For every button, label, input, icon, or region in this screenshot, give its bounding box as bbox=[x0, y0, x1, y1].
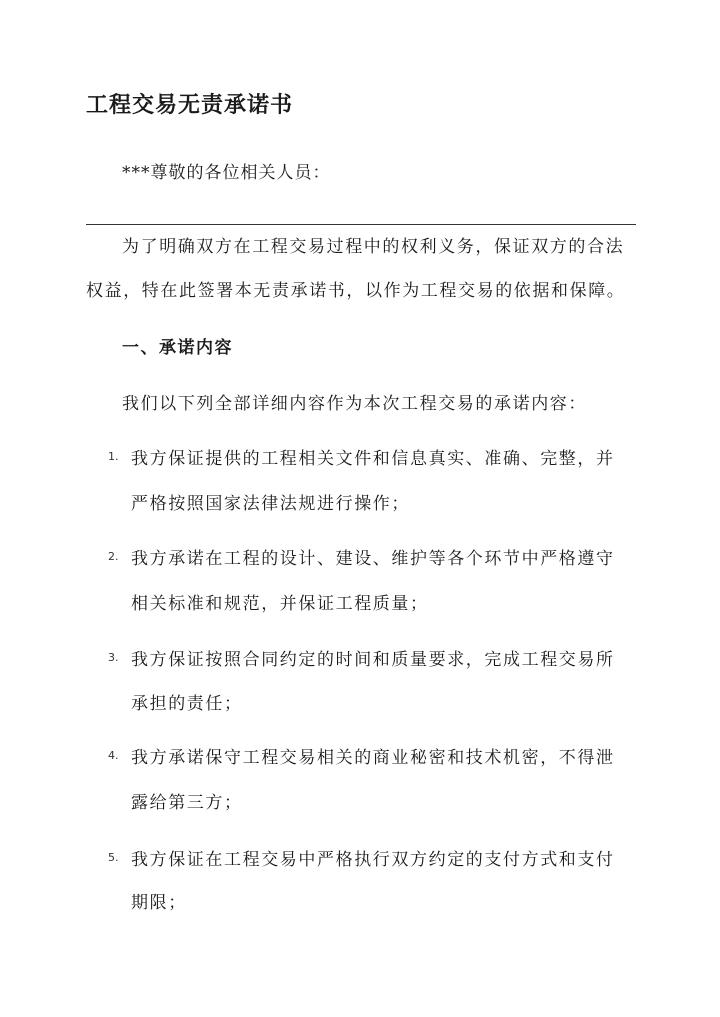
section-lead-text: 我们以下列全部详细内容作为本次工程交易的承诺内容： bbox=[122, 394, 587, 414]
document-title: 工程交易无责承诺书 bbox=[86, 92, 294, 118]
section-heading: 一、承诺内容 bbox=[122, 338, 233, 358]
intro-paragraph-line-2: 权益，特在此签署本无责承诺书，以作为工程交易的依据和保障。 bbox=[86, 281, 626, 301]
list-item-line-2: 相关标准和规范，并保证工程质量； bbox=[131, 594, 429, 614]
list-item-line-2: 严格按照国家法律法规进行操作； bbox=[131, 494, 410, 514]
list-item-number: 4. bbox=[108, 749, 119, 762]
intro-paragraph-line-1: 为了明确双方在工程交易过程中的权利义务，保证双方的合法 bbox=[122, 237, 625, 257]
horizontal-rule bbox=[86, 224, 636, 225]
list-item-line-1: 我方保证在工程交易中严格执行双方约定的支付方式和支付 bbox=[131, 850, 615, 870]
list-item-number: 5. bbox=[108, 851, 119, 864]
list-item-line-1: 我方承诺在工程的设计、建设、维护等各个环节中严格遵守 bbox=[131, 549, 615, 569]
list-item-number: 3. bbox=[108, 651, 119, 664]
salutation: ***尊敬的各位相关人员： bbox=[122, 163, 331, 183]
list-item-line-1: 我方保证按照合同约定的时间和质量要求，完成工程交易所 bbox=[131, 650, 615, 670]
list-item-line-1: 我方承诺保守工程交易相关的商业秘密和技术机密，不得泄 bbox=[131, 748, 615, 768]
list-item-line-2: 承担的责任； bbox=[131, 694, 243, 714]
list-item-number: 2. bbox=[108, 550, 119, 563]
list-item-line-2: 露给第三方； bbox=[131, 793, 243, 813]
list-item-line-2: 期限； bbox=[131, 893, 187, 913]
list-item-line-1: 我方保证提供的工程相关文件和信息真实、准确、完整，并 bbox=[131, 449, 615, 469]
list-item-number: 1. bbox=[108, 450, 119, 463]
